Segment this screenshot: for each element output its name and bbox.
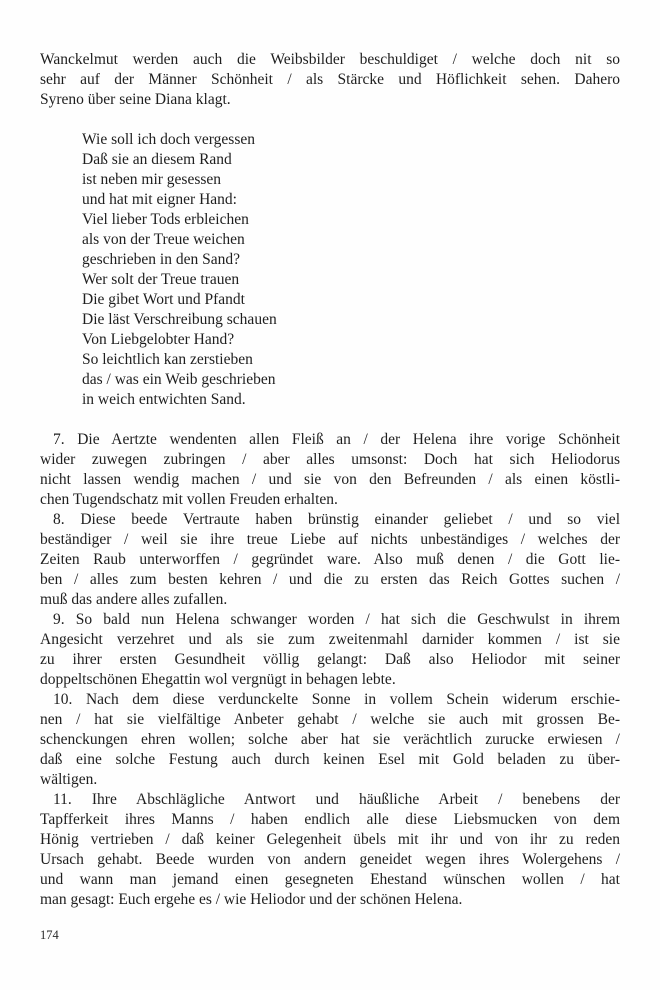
- text-line: nicht lassen wendig machen / und sie von den Befreunden / als einen köstli-: [40, 471, 620, 488]
- text-line: Angesicht verzehret und als sie zum zweitenmahl darnider kommen / ist sie: [40, 631, 620, 648]
- text-line: wältigen.: [40, 771, 98, 788]
- text-line: 8. Diese beede Vertraute haben brünstig einander geliebet / und so viel: [53, 511, 620, 528]
- text-line: ben / alles zum besten kehren / und die zu ersten das Reich Gottes suchen /: [40, 571, 620, 588]
- text-line: und wann man jemand einen gesegneten Ehestand wünschen wollen / hat: [40, 871, 620, 888]
- page-text: [40, 50, 620, 910]
- paragraph: [40, 50, 620, 110]
- verse-line: Die gibet Wort und Pfandt: [82, 291, 245, 308]
- verse-line: Wer solt der Treue trauen: [82, 271, 240, 288]
- text-line: daß eine solche Festung auch durch keinen Esel mit Gold beladen zu über-: [40, 751, 620, 768]
- text-line: chen Tugendschatz mit vollen Freuden erhalten.: [40, 491, 338, 508]
- text-line: Ursach gehabt. Beede wurden von andern geneidet wegen ihres Wolergehens /: [40, 851, 620, 868]
- verse-line: das / was ein Weib geschrieben: [82, 371, 276, 388]
- text-line: Hönig vertrieben / daß keiner Gelegenheit übels mit ihr und von ihr zu reden: [40, 831, 620, 848]
- text-line: sehr auf der Männer Schönheit / als Stärcke und Höflichkeit sehen. Dahero: [40, 71, 620, 88]
- verse-line: Viel lieber Tods erbleichen: [82, 211, 249, 228]
- verse-line: geschrieben in den Sand?: [82, 251, 240, 268]
- page-number: 174: [40, 928, 59, 942]
- text-line: 11. Ihre Abschlägliche Antwort und häußliche Arbeit / benebens der: [53, 791, 620, 808]
- text-line: Tapfferkeit ihres Manns / haben endlich alle diese Liebsmucken von dem: [40, 811, 620, 828]
- text-line: nen / hat sie vielfältige Anbeter gehabt / welche sie auch mit grossen Be-: [40, 711, 620, 728]
- poem-stanza: [82, 130, 620, 410]
- text-line: zu ihrer ersten Gesundheit völlig gelangt: Daß also Heliodor mit seiner: [40, 651, 620, 668]
- paragraph: [40, 510, 620, 610]
- verse-line: ist neben mir gesessen: [82, 171, 222, 188]
- verse-line: Die läst Verschreibung schauen: [82, 311, 277, 328]
- paragraph: [40, 790, 620, 910]
- text-line: doppeltschönen Ehegattin wol vergnügt in behagen lebte.: [40, 671, 396, 688]
- verse-line: So leichtlich kan zerstieben: [82, 351, 253, 368]
- paragraph: [40, 610, 620, 690]
- text-line: 10. Nach dem diese verdunckelte Sonne in vollem Schein widerum erschie-: [53, 691, 620, 708]
- paragraph: [40, 690, 620, 790]
- verse-line: und hat mit eigner Hand:: [82, 191, 237, 208]
- text-line: schenckungen ehren wollen; solche aber hat sie verächtlich zurucke erwiesen /: [40, 731, 620, 748]
- verse-line: als von der Treue weichen: [82, 231, 245, 248]
- text-line: muß das andere alles zufallen.: [40, 591, 228, 608]
- verse-line: Daß sie an diesem Rand: [82, 151, 232, 168]
- text-line: Syreno über seine Diana klagt.: [40, 91, 231, 108]
- text-line: 7. Die Aertzte wendenten allen Fleiß an / der Helena ihre vorige Schönheit: [53, 431, 620, 448]
- verse-line: Wie soll ich doch vergessen: [82, 131, 255, 148]
- text-line: Zeiten Raub unterworffen / gegründet ware. Also muß denen / die Gott lie-: [40, 551, 620, 568]
- verse-line: in weich entwichten Sand.: [82, 391, 246, 408]
- paragraph: [40, 430, 620, 510]
- text-line: Wanckelmut werden auch die Weibsbilder beschuldiget / welche doch nit so: [40, 51, 620, 68]
- text-line: beständiger / weil sie ihre treue Liebe auf nichts unbeständiges / welches der: [40, 531, 620, 548]
- verse-line: Von Liebgelobter Hand?: [82, 331, 235, 348]
- text-line: man gesagt: Euch ergehe es / wie Heliodor und der schönen Helena.: [40, 891, 463, 908]
- text-line: 9. So bald nun Helena schwanger worden / hat sich die Geschwulst in ihrem: [53, 611, 620, 628]
- text-line: wider zuwegen zubringen / aber alles umsonst: Doch hat sich Heliodorus: [40, 451, 620, 468]
